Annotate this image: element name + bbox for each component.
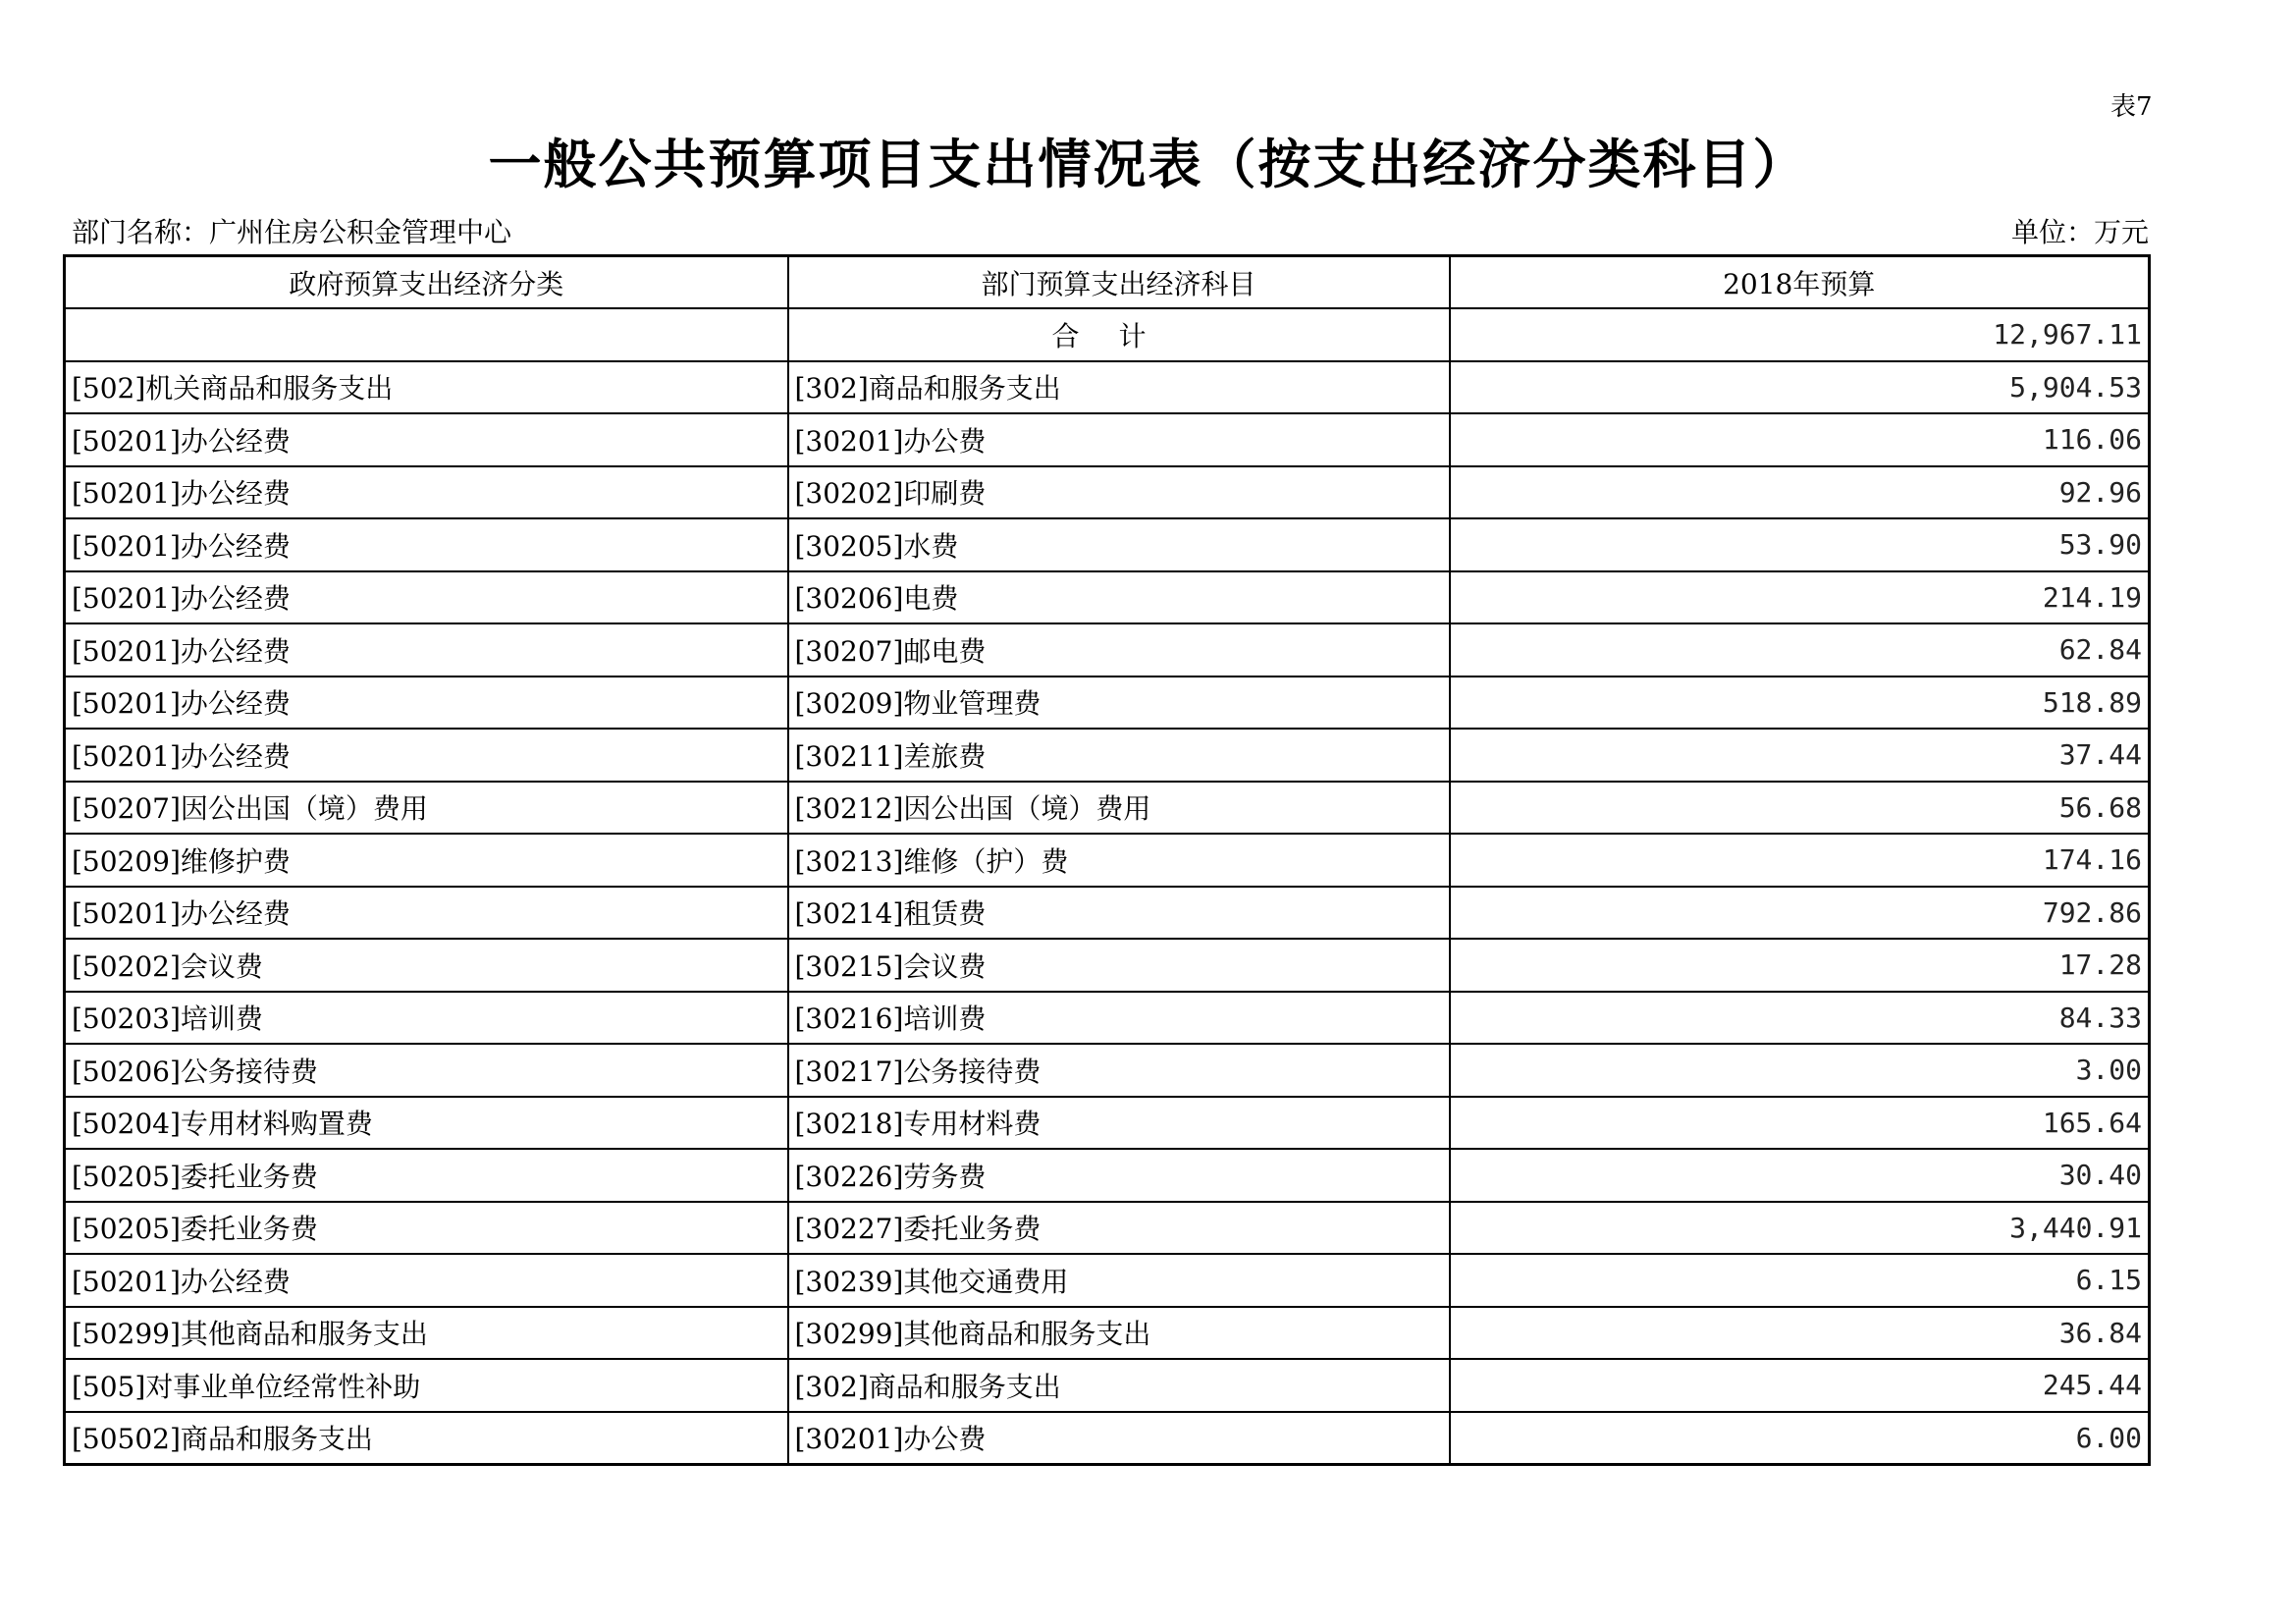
table-row [65,1202,2150,1255]
header-dept-item: 部门预算支出经济科目 [788,256,1450,309]
dept-item-cell: [30227]委托业务费 [788,1202,1450,1255]
dept-item-cell: [30202]印刷费 [788,466,1450,519]
header-row [65,256,2150,309]
amount-cell: 53.90 [1450,518,2150,571]
table-row [65,834,2150,887]
dept-item-cell: [30217]公务接待费 [788,1044,1450,1097]
gov-category-cell: [50209]维修护费 [65,834,788,887]
table-row [65,729,2150,782]
table-number: 表7 [2110,92,2153,122]
table-row [65,571,2150,624]
gov-category-cell: [50201]办公经费 [65,623,788,677]
table-row [65,413,2150,466]
gov-category-cell: [50203]培训费 [65,992,788,1045]
total-empty-cell [65,308,788,361]
gov-category-cell: [50201]办公经费 [65,887,788,940]
gov-category-cell: [50205]委托业务费 [65,1202,788,1255]
gov-category-cell: [50204]专用材料购置费 [65,1097,788,1150]
table-row [65,1254,2150,1307]
dept-item-cell: [30207]邮电费 [788,623,1450,677]
gov-category-cell: [50502]商品和服务支出 [65,1412,788,1465]
budget-table [63,254,2151,1466]
dept-item-cell: [30214]租赁费 [788,887,1450,940]
dept-item-cell: [30201]办公费 [788,1412,1450,1465]
gov-category-cell: [50201]办公经费 [65,466,788,519]
amount-cell: 214.19 [1450,571,2150,624]
table-row [65,887,2150,940]
amount-cell: 36.84 [1450,1307,2150,1360]
gov-category-cell: [50207]因公出国（境）费用 [65,782,788,835]
dept-item-cell: [30211]差旅费 [788,729,1450,782]
table-row [65,1044,2150,1097]
amount-cell: 174.16 [1450,834,2150,887]
amount-cell: 3,440.91 [1450,1202,2150,1255]
gov-category-cell: [50201]办公经费 [65,677,788,730]
table-row [65,623,2150,677]
gov-category-cell: [50299]其他商品和服务支出 [65,1307,788,1360]
amount-cell: 165.64 [1450,1097,2150,1150]
total-amount: 12,967.11 [1450,308,2150,361]
gov-category-cell: [50201]办公经费 [65,413,788,466]
amount-cell: 17.28 [1450,939,2150,992]
amount-cell: 56.68 [1450,782,2150,835]
dept-item-cell: [30218]专用材料费 [788,1097,1450,1150]
dept-item-cell: [302]商品和服务支出 [788,361,1450,414]
gov-category-cell: [502]机关商品和服务支出 [65,361,788,414]
total-row [65,308,2150,361]
table-row [65,466,2150,519]
amount-cell: 62.84 [1450,623,2150,677]
department-name: 部门名称：广州住房公积金管理中心 [72,216,512,248]
dept-item-cell: [30239]其他交通费用 [788,1254,1450,1307]
amount-cell: 5,904.53 [1450,361,2150,414]
table-row [65,518,2150,571]
amount-cell: 245.44 [1450,1359,2150,1412]
amount-cell: 116.06 [1450,413,2150,466]
table-row [65,1097,2150,1150]
amount-cell: 37.44 [1450,729,2150,782]
gov-category-cell: [50201]办公经费 [65,518,788,571]
amount-cell: 3.00 [1450,1044,2150,1097]
dept-item-cell: [30215]会议费 [788,939,1450,992]
amount-cell: 6.15 [1450,1254,2150,1307]
gov-category-cell: [50201]办公经费 [65,571,788,624]
table-row [65,939,2150,992]
table-row [65,1359,2150,1412]
gov-category-cell: [50201]办公经费 [65,1254,788,1307]
dept-item-cell: [30205]水费 [788,518,1450,571]
dept-item-cell: [30206]电费 [788,571,1450,624]
header-gov-category: 政府预算支出经济分类 [65,256,788,309]
table-row [65,1412,2150,1465]
dept-item-cell: [302]商品和服务支出 [788,1359,1450,1412]
page-title: 一般公共预算项目支出情况表（按支出经济分类科目） [488,134,1808,195]
table-row [65,992,2150,1045]
gov-category-cell: [50201]办公经费 [65,729,788,782]
table-row [65,1149,2150,1202]
dept-item-cell: [30212]因公出国（境）费用 [788,782,1450,835]
total-label: 合计 [788,308,1450,361]
amount-cell: 84.33 [1450,992,2150,1045]
amount-cell: 92.96 [1450,466,2150,519]
dept-item-cell: [30213]维修（护）费 [788,834,1450,887]
amount-cell: 792.86 [1450,887,2150,940]
gov-category-cell: [505]对事业单位经常性补助 [65,1359,788,1412]
gov-category-cell: [50206]公务接待费 [65,1044,788,1097]
amount-cell: 30.40 [1450,1149,2150,1202]
table-row [65,1307,2150,1360]
table-row [65,782,2150,835]
table-row [65,677,2150,730]
dept-item-cell: [30216]培训费 [788,992,1450,1045]
header-budget-2018: 2018年预算 [1450,256,2150,309]
dept-item-cell: [30226]劳务费 [788,1149,1450,1202]
table-row [65,361,2150,414]
unit-label: 单位：万元 [2010,216,2149,248]
dept-item-cell: [30201]办公费 [788,413,1450,466]
gov-category-cell: [50205]委托业务费 [65,1149,788,1202]
amount-cell: 518.89 [1450,677,2150,730]
dept-item-cell: [30299]其他商品和服务支出 [788,1307,1450,1360]
gov-category-cell: [50202]会议费 [65,939,788,992]
dept-item-cell: [30209]物业管理费 [788,677,1450,730]
amount-cell: 6.00 [1450,1412,2150,1465]
